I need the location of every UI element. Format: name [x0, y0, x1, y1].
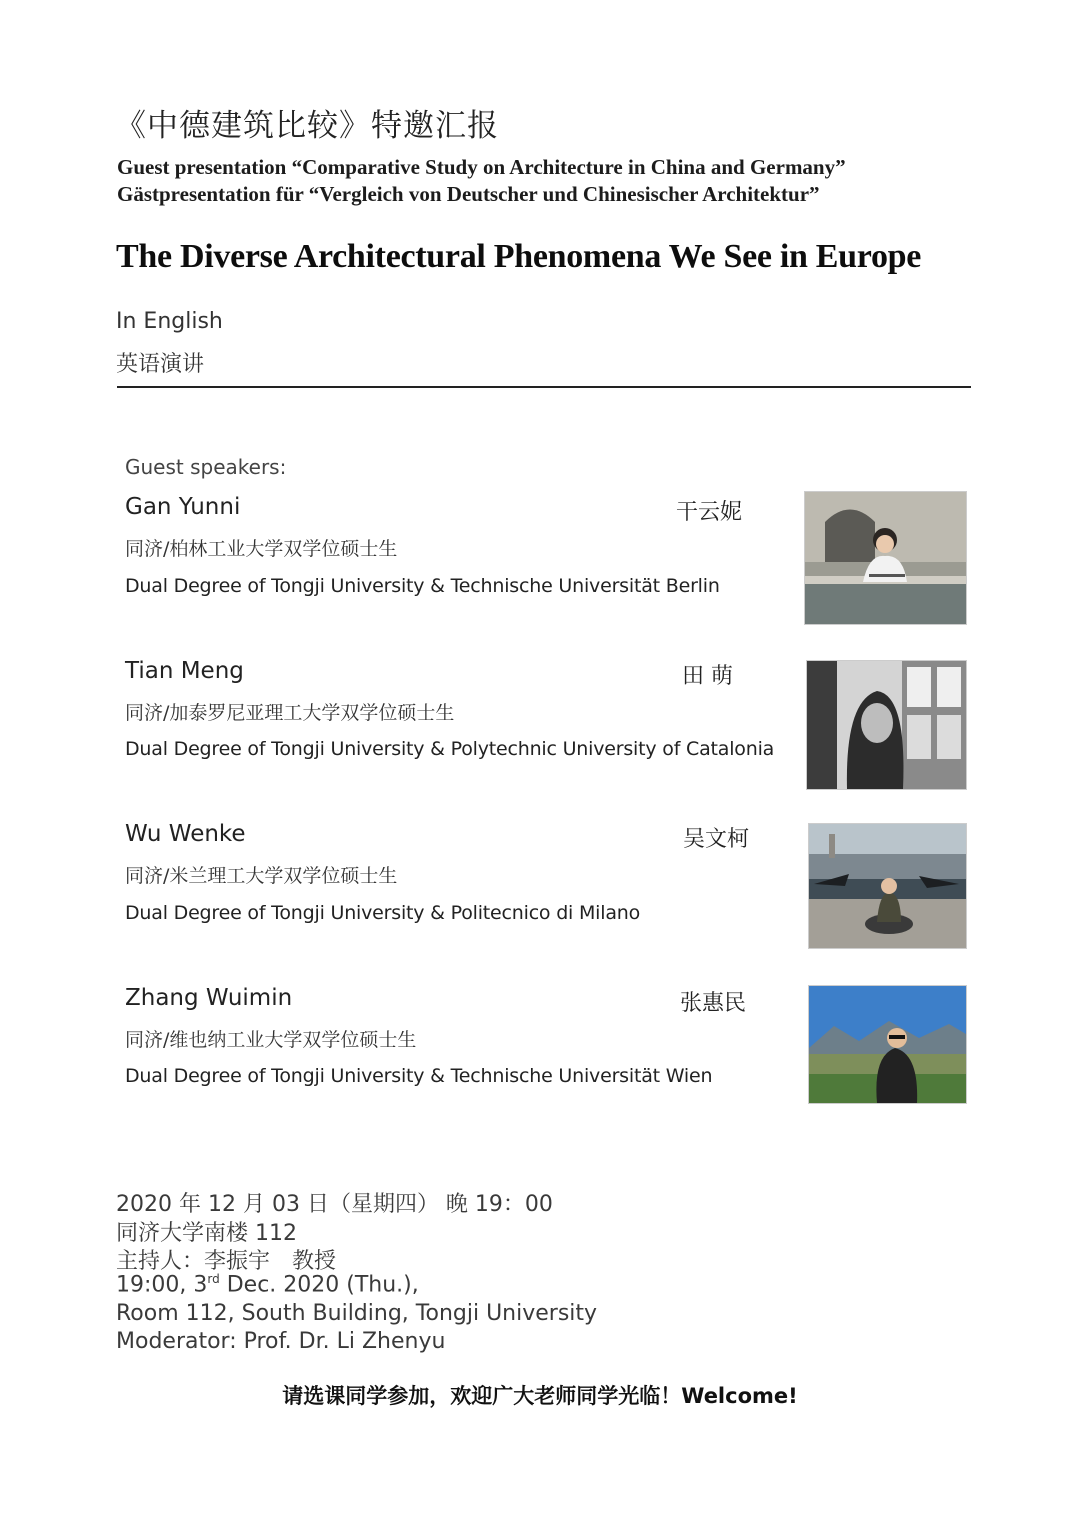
speaker-school-cn: 同济/米兰理工大学双学位硕士生 [125, 865, 398, 887]
event-host-cn: 主持人：李振宇 教授 [116, 1249, 337, 1274]
speaker-school-cn: 同济/维也纳工业大学双学位硕士生 [125, 1029, 417, 1051]
speaker-school-en: Dual Degree of Tongji University & Technische Universität Wien [125, 1065, 713, 1087]
event-venue-en: Room 112, South Building, Tongji University [116, 1301, 598, 1326]
speaker-name-cn: 吴文柯 [683, 827, 750, 852]
event-date-cn: 2020 年 12 月 03 日（星期四） 晚 19：00 [116, 1192, 553, 1217]
speaker-name: Gan Yunni [125, 494, 241, 520]
event-time-en-prefix: 19:00, 3 [116, 1272, 208, 1298]
speaker-name: Wu Wenke [125, 821, 246, 847]
subtitle-de: Gästpresentation für “Vergleich von Deutscher und Chinesischer Architektur” [117, 182, 820, 206]
language-en: In English [116, 309, 223, 334]
speaker-school-cn: 同济/加泰罗尼亚理工大学双学位硕士生 [125, 702, 455, 724]
subtitle-en: Guest presentation “Comparative Study on Architecture in China and Germany” [117, 155, 846, 179]
welcome-message: 请选课同学参加，欢迎广大老师同学光临！Welcome! [282, 1384, 798, 1408]
poster-title-cn: 《中德建筑比较》特邀汇报 [115, 108, 499, 144]
speaker-school-en: Dual Degree of Tongji University & Technische Universität Berlin [125, 575, 720, 597]
speakers-label: Guest speakers: [125, 455, 287, 479]
divider [117, 386, 971, 388]
speaker-photo [808, 823, 967, 949]
speaker-name-cn: 张惠民 [680, 991, 747, 1016]
speaker-school-en: Dual Degree of Tongji University & Politecnico di Milano [125, 902, 641, 924]
speaker-photo [806, 660, 967, 790]
speaker-photo [808, 985, 967, 1104]
event-moderator-en: Moderator: Prof. Dr. Li Zhenyu [116, 1329, 446, 1354]
event-venue-cn: 同济大学南楼 112 [116, 1221, 297, 1246]
event-time-en-ordinal: rd [207, 1272, 220, 1286]
event-time-en-suffix: Dec. 2020 (Thu.), [219, 1272, 419, 1298]
speaker-school-cn: 同济/柏林工业大学双学位硕士生 [125, 538, 398, 560]
event-time-en [116, 1272, 419, 1297]
speaker-name-cn: 干云妮 [676, 500, 743, 525]
speaker-name-cn: 田 萌 [682, 664, 733, 689]
language-cn: 英语演讲 [116, 352, 205, 377]
talk-headline: The Diverse Architectural Phenomena We See in Europe [116, 238, 922, 275]
speaker-school-en: Dual Degree of Tongji University & Polytechnic University of Catalonia [125, 738, 775, 760]
speaker-name: Tian Meng [125, 658, 244, 684]
speaker-name: Zhang Wuimin [125, 985, 293, 1011]
speaker-photo [804, 491, 967, 625]
